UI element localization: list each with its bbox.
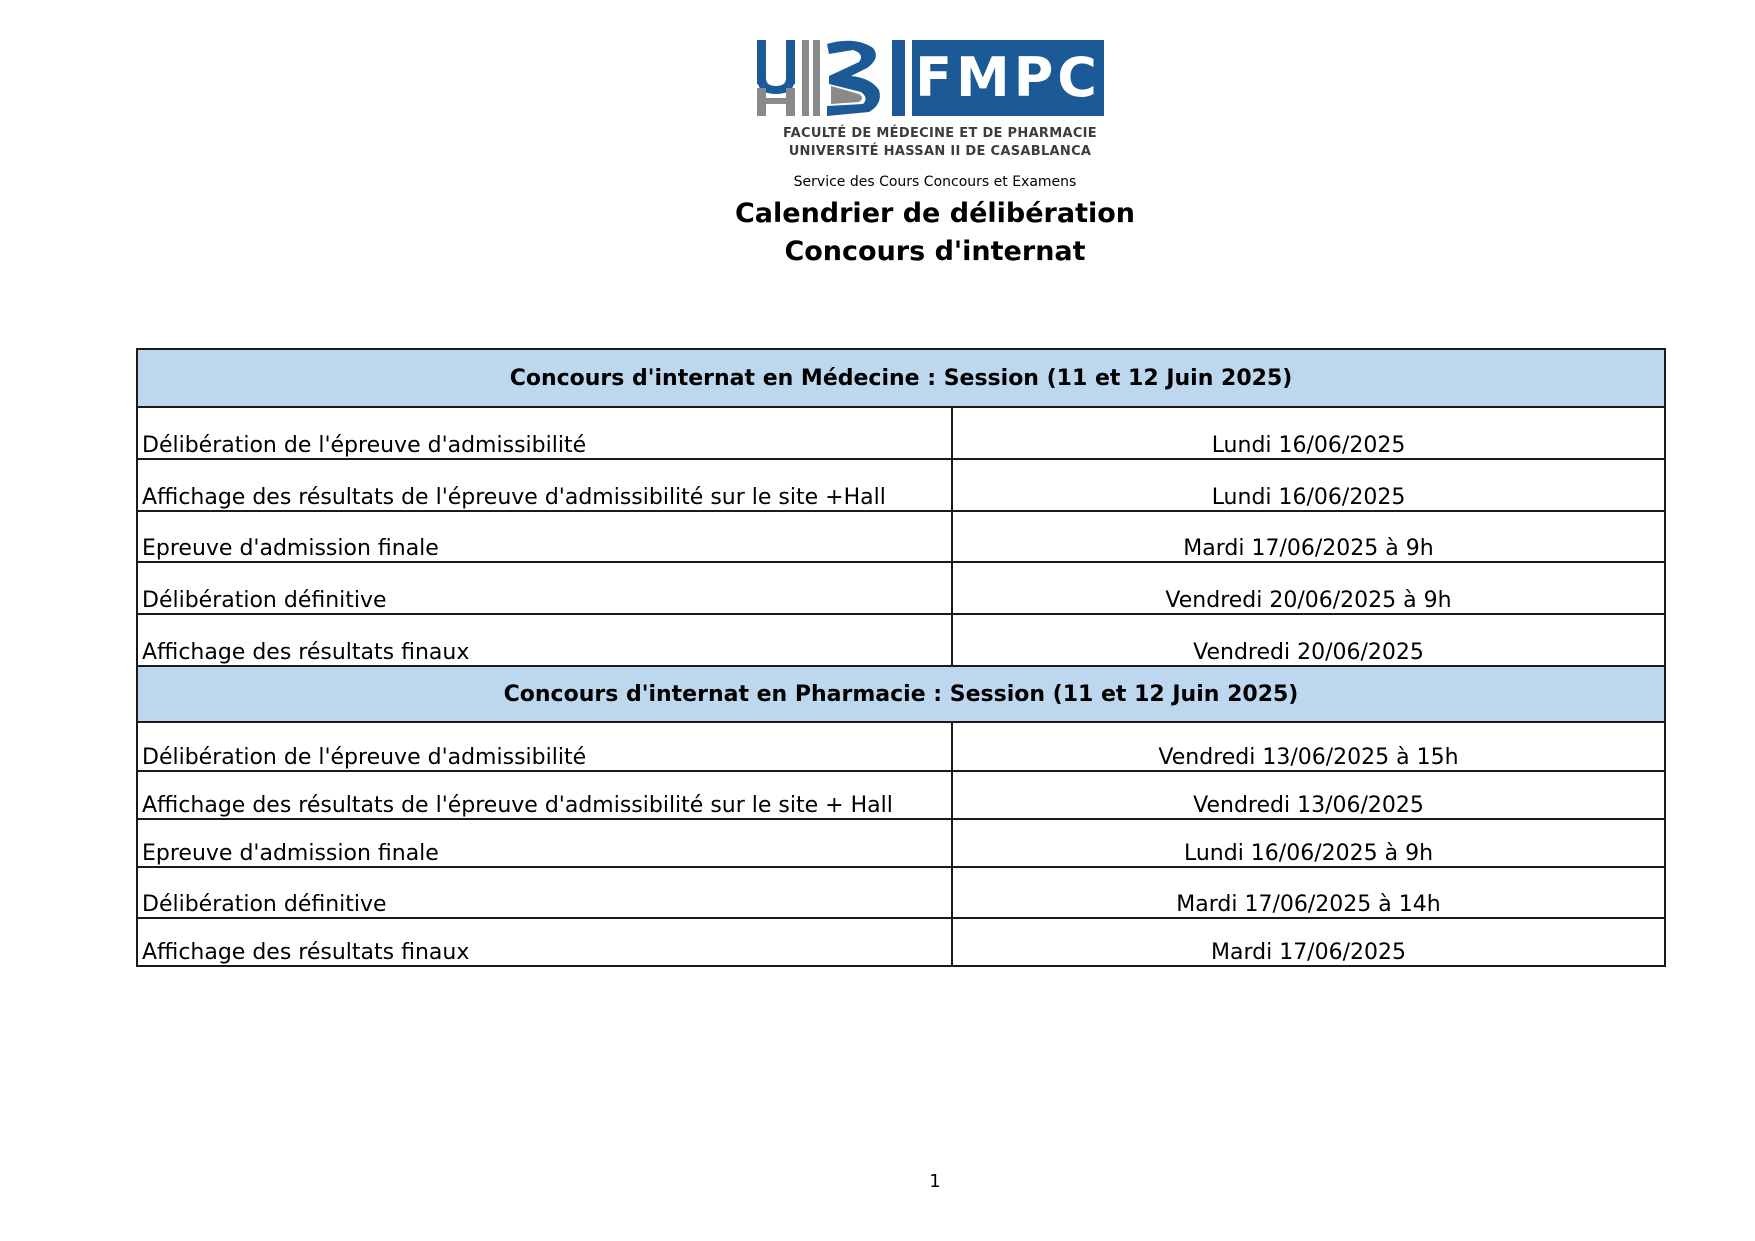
table-row — [137, 722, 1665, 771]
event-label: Délibération de l'épreuve d'admissibilité — [137, 407, 952, 459]
page-number: 1 — [929, 1171, 941, 1192]
uh2-logo-mark-icon — [755, 38, 885, 118]
section-title: Concours d'internat en Pharmacie : Session (11 et 12 Juin 2025) — [137, 666, 1665, 722]
table-row — [137, 407, 1665, 459]
table-row — [137, 867, 1665, 918]
table-row — [137, 771, 1665, 819]
event-label: Affichage des résultats de l'épreuve d'admissibilité sur le site +Hall — [137, 459, 952, 511]
table-row — [137, 511, 1665, 562]
event-date: Vendredi 13/06/2025 à 15h — [952, 722, 1665, 771]
event-label: Délibération définitive — [137, 867, 952, 918]
faculty-name: FACULTÉ DE MÉDECINE ET DE PHARMACIE — [782, 126, 1097, 141]
event-date: Mardi 17/06/2025 — [952, 918, 1665, 966]
event-label: Affichage des résultats finaux — [137, 614, 952, 666]
event-date: Vendredi 13/06/2025 — [952, 771, 1665, 819]
event-date: Mardi 17/06/2025 à 14h — [952, 867, 1665, 918]
event-label: Epreuve d'admission finale — [137, 819, 952, 867]
page-subtitle: Concours d'internat — [784, 236, 1086, 267]
event-date: Mardi 17/06/2025 à 9h — [952, 511, 1665, 562]
fmpc-logo-text: FMPC — [912, 40, 1104, 116]
event-label: Epreuve d'admission finale — [137, 511, 952, 562]
event-date: Lundi 16/06/2025 à 9h — [952, 819, 1665, 867]
event-label: Affichage des résultats finaux — [137, 918, 952, 966]
table-row — [137, 819, 1665, 867]
table-row — [137, 459, 1665, 511]
event-date: Vendredi 20/06/2025 — [952, 614, 1665, 666]
section-header-pharmacie — [137, 666, 1665, 722]
section-header-medecine — [137, 349, 1665, 407]
table-row — [137, 918, 1665, 966]
event-label: Affichage des résultats de l'épreuve d'admissibilité sur le site + Hall — [137, 771, 952, 819]
table-row — [137, 562, 1665, 614]
event-date: Vendredi 20/06/2025 à 9h — [952, 562, 1665, 614]
logo-divider-bar — [892, 40, 905, 116]
university-logo — [755, 38, 1125, 166]
page-title: Calendrier de délibération — [734, 198, 1136, 229]
event-label: Délibération de l'épreuve d'admissibilité — [137, 722, 952, 771]
event-label: Délibération définitive — [137, 562, 952, 614]
university-name: UNIVERSITÉ HASSAN II DE CASABLANCA — [788, 144, 1092, 159]
service-name: Service des Cours Concours et Examens — [793, 174, 1077, 190]
event-date: Lundi 16/06/2025 — [952, 407, 1665, 459]
deliberation-schedule-table — [136, 348, 1666, 967]
table-row — [137, 614, 1665, 666]
event-date: Lundi 16/06/2025 — [952, 459, 1665, 511]
section-title: Concours d'internat en Médecine : Session (11 et 12 Juin 2025) — [137, 349, 1665, 407]
